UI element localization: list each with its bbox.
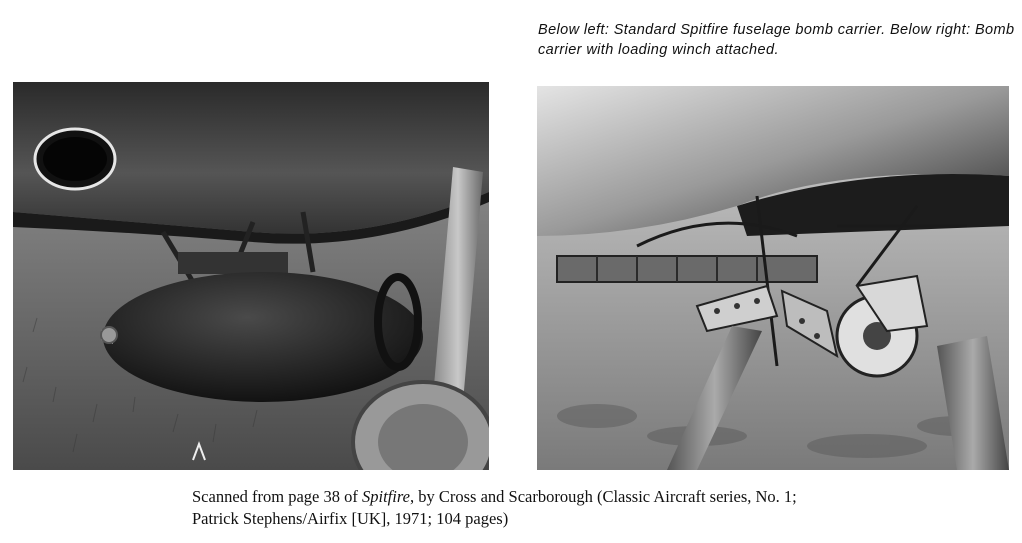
caption-left-text: Standard Spitfire fuselage bomb carrier. xyxy=(613,22,886,38)
left-photo xyxy=(13,82,489,470)
right-photo xyxy=(537,86,1009,470)
credit-book-title: Spitfire xyxy=(362,487,410,506)
top-caption xyxy=(538,20,1018,60)
caption-left-label: Below left: xyxy=(538,22,610,38)
caption-right-label: Below right: xyxy=(889,22,971,38)
caption-right-text: Bomb carrier with loading winch attached. xyxy=(538,22,1015,58)
credit-line-1 xyxy=(192,486,1012,508)
scan-credit xyxy=(192,486,1012,530)
credit-prefix: Scanned from page 38 of xyxy=(192,487,362,506)
bomb-under-fuselage-photo xyxy=(13,82,489,470)
credit-suffix: , by Cross and Scarborough (Classic Aircraft series, No. 1; xyxy=(409,487,797,506)
bomb-carrier-winch-photo xyxy=(537,86,1009,470)
credit-line-2: Patrick Stephens/Airfix [UK], 1971; 104 pages) xyxy=(192,509,509,528)
